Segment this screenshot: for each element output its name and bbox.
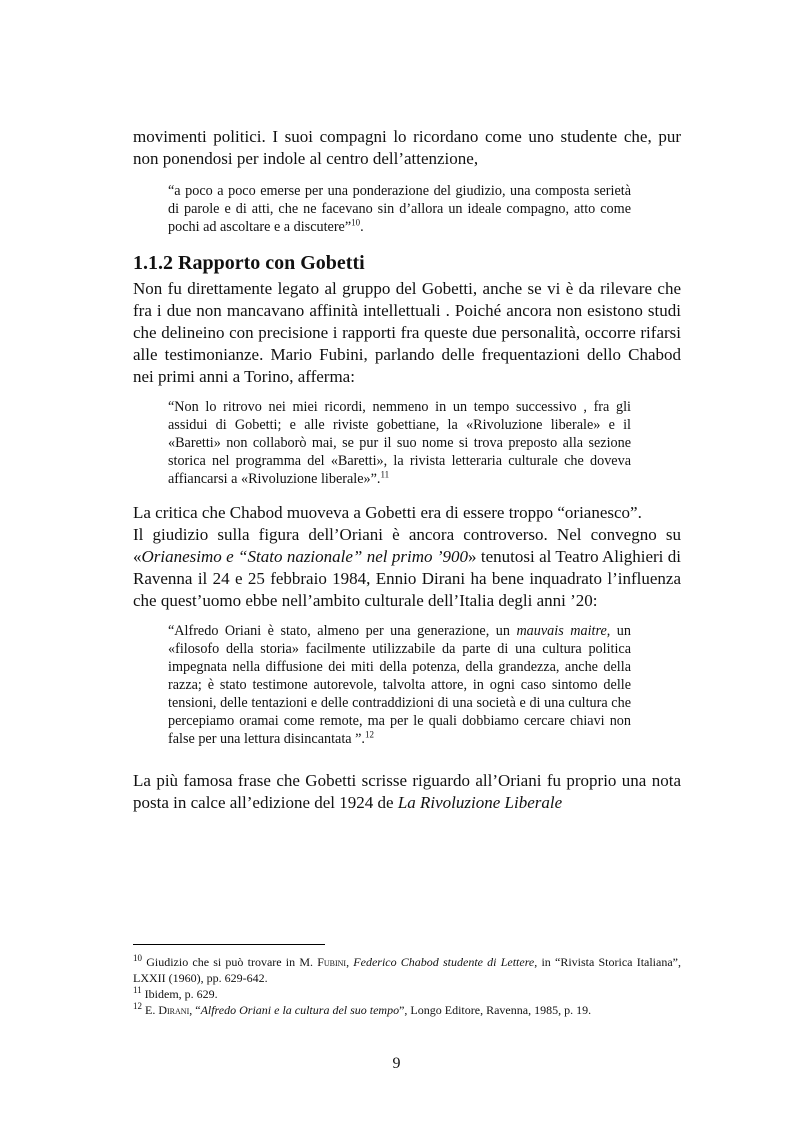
footnotes bbox=[133, 954, 681, 1018]
page-number: 9 bbox=[392, 1055, 401, 1072]
paragraph: La più famosa frase che Gobetti scrisse riguardo all’Oriani fu proprio una nota posta in calce all’edizione del 1924 de La Rivoluzione Liberale bbox=[133, 771, 681, 812]
conference-title: Orianesimo e “Stato nazionale” nel primo ’900 bbox=[141, 547, 469, 566]
book-title: La Rivoluzione Liberale bbox=[397, 793, 563, 812]
footnote-ref: 10 bbox=[351, 217, 361, 228]
footnote-ref: 12 bbox=[364, 729, 374, 740]
paragraph: Non fu direttamente legato al gruppo del Gobetti, anche se vi è da rilevare che fra i due non mancavano affinità intellettuali . Poiché ancora non esistono studi che delineino con precisione i rapporti fra queste due personalità, occorre rifarsi alle testimonianze. Mario Fubini, parlando delle frequentazioni dello Chabod nei primi anni a Torino, afferma: bbox=[133, 279, 681, 386]
footnote-ref: 11 bbox=[380, 469, 390, 480]
section-heading: 1.1.2 Rapporto con Gobetti bbox=[133, 252, 365, 274]
block-quote: “a poco a poco emerse per una ponderazione del giudizio, una composta serietà di parole e di atti, che ne facevano sin d’allora un ideale compagno, atto come pochi ad ascoltare e a discutere”$^{10}$. bbox=[168, 183, 631, 235]
footnote: $^{12}$ E. Dirani, “Alfredo Oriani e la cultura del suo tempo”, Longo Editore, Ravenna, 1985, p. 19. bbox=[133, 1001, 592, 1017]
footnote: $^{10}$ Giudizio che si può trovare in M. Fubini, Federico Chabod studente di Lettere, in “Rivista Storica Italiana”, LXXII (1960), pp. 629-642. bbox=[133, 953, 681, 985]
paragraph: La critica che Chabod muoveva a Gobetti era di essere troppo “orianesco”. bbox=[133, 503, 642, 522]
paragraph: movimenti politici. I suoi compagni lo ricordano come uno studente che, pur non ponendosi per indole al centro dell’attenzione, bbox=[133, 127, 681, 168]
footnote-separator bbox=[133, 944, 325, 945]
block-quote: “Non lo ritrovo nei miei ricordi, nemmeno in un tempo successivo , fra gli assidui di Gobetti; e alle riviste gobettiane, la «Rivoluzione liberale» e il «Baretti» non collaborò mai, se pur il suo nome si trova preposto alla sezione storica nel programma del «Baretti», la rivista letteraria culturale che doveva affiancarsi a «Rivoluzione liberale»”.$^{11}$ bbox=[168, 399, 631, 487]
footnote: $^{11}$ Ibidem, p. 629. bbox=[133, 985, 218, 1001]
page-body bbox=[133, 126, 681, 814]
paragraph: Il giudizio sulla figura dell’Oriani è ancora controverso. Nel convegno su «Orianesimo e “Stato nazionale” nel primo ’900» tenutosi al Teatro Alighieri di Ravenna il 24 e 25 febbraio 1984, Ennio Dirani ha bene inquadrato l’influenza che quest’uomo ebbe nell’ambito culturale dell’Italia degli anni ’20: bbox=[133, 525, 681, 610]
block-quote: “Alfredo Oriani è stato, almeno per una generazione, un mauvais maitre, un «filosofo della storia» facilmente utilizzabile da parte di una cultura politica impegnata nella diffusione dei miti della potenza, della grandezza, anche della razza; è stato testimone autorevole, talvolta attore, in ogni caso sintomo delle tensioni, delle tentazioni e delle contraddizioni di una società e di una cultura che percepiamo oramai come remote, ma per le quali dobbiamo cercare chiavi non false per una lettura disincantata ”.$^{12}$ bbox=[168, 623, 631, 747]
